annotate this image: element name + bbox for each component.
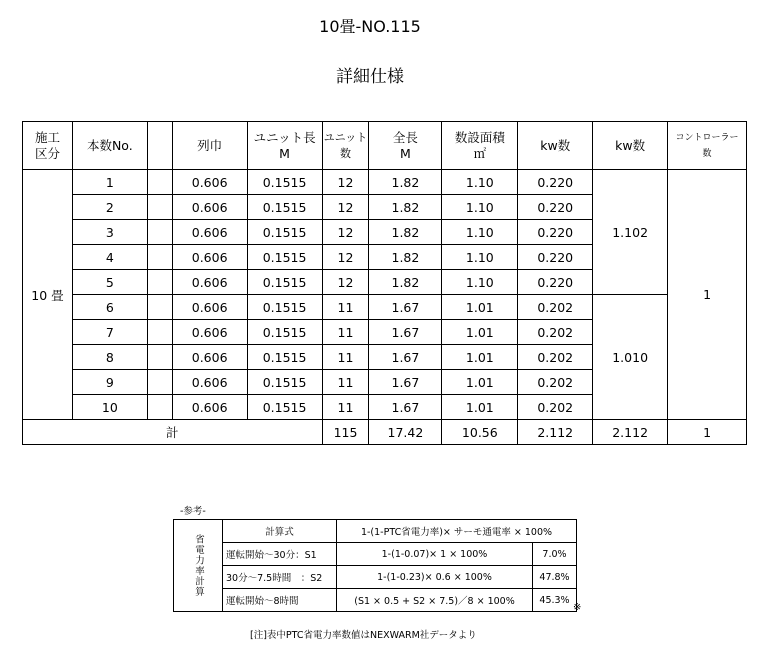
units-cell: 11: [322, 320, 369, 345]
width-cell: 0.606: [172, 370, 247, 395]
reference-row-value: 47.8%: [533, 566, 577, 589]
area-cell: 1.10: [442, 245, 518, 270]
reference-row-formula: 1-(1-0.23)× 0.6 × 100%: [337, 566, 533, 589]
table-header-row: [23, 122, 747, 170]
kw-cell: 0.202: [518, 395, 593, 420]
kw-cell: 0.220: [518, 270, 593, 295]
units-cell: 11: [322, 395, 369, 420]
reference-row-value: 45.3%: [533, 589, 577, 612]
reference-header-left: 計算式: [223, 520, 337, 543]
units-cell: 12: [322, 170, 369, 195]
kw-cell: 0.202: [518, 345, 593, 370]
units-cell: 12: [322, 270, 369, 295]
blank-cell: [147, 220, 172, 245]
controller-cell: 1: [668, 170, 747, 420]
area-cell: 1.10: [442, 170, 518, 195]
kw-cell: 0.220: [518, 220, 593, 245]
total-row: [23, 420, 747, 445]
kw-cell: 0.220: [518, 245, 593, 270]
row-no-cell: 6: [72, 295, 147, 320]
unit-length-cell: 0.1515: [247, 245, 322, 270]
header-cell: 本数No.: [72, 122, 147, 170]
area-cell: 1.10: [442, 270, 518, 295]
reference-header-right: 1-(1-PTC省電力率)× サーモ通電率 × 100%: [337, 520, 577, 543]
width-cell: 0.606: [172, 220, 247, 245]
reference-row-formula: 1-(1-0.07)× 1 × 100%: [337, 543, 533, 566]
header-cell: 施工 区分: [23, 122, 73, 170]
total-length-cell: 1.67: [369, 295, 442, 320]
header-cell: ユニット 数: [322, 122, 369, 170]
unit-length-cell: 0.1515: [247, 295, 322, 320]
reference-row-label: 30分～7.5時間 ：S2: [223, 566, 337, 589]
table-row: [23, 170, 747, 195]
total-label-cell: 計: [23, 420, 323, 445]
reference-row-formula: (S1 × 0.5 + S2 × 7.5)／8 × 100%: [337, 589, 533, 612]
area-cell: 1.10: [442, 220, 518, 245]
blank-cell: [147, 345, 172, 370]
width-cell: 0.606: [172, 295, 247, 320]
page-subtitle: 詳細仕様: [336, 67, 404, 87]
area-cell: 1.01: [442, 345, 518, 370]
total-length-cell: 1.67: [369, 345, 442, 370]
blank-cell: [147, 270, 172, 295]
total-length-cell: 1.82: [369, 195, 442, 220]
units-cell: 11: [322, 370, 369, 395]
unit-length-cell: 0.1515: [247, 220, 322, 245]
group-kw-cell: 1.010: [593, 295, 668, 420]
reference-table: [173, 519, 577, 612]
row-no-cell: 9: [72, 370, 147, 395]
row-no-cell: 3: [72, 220, 147, 245]
total-kw-cell: 2.112: [518, 420, 593, 445]
total-length-cell: 1.82: [369, 220, 442, 245]
total-length-cell: 1.67: [369, 395, 442, 420]
spec-table: [22, 121, 747, 445]
area-cell: 1.10: [442, 195, 518, 220]
units-cell: 11: [322, 345, 369, 370]
reference-note: [注]表中PTC省電力率数値はNEXWARM社データより: [250, 630, 477, 641]
total-kw-sum-cell: 2.112: [593, 420, 668, 445]
unit-length-cell: 0.1515: [247, 195, 322, 220]
width-cell: 0.606: [172, 395, 247, 420]
row-no-cell: 8: [72, 345, 147, 370]
header-cell: kw数: [518, 122, 593, 170]
total-length-cell: 1.67: [369, 370, 442, 395]
kw-cell: 0.220: [518, 195, 593, 220]
total-controllers-cell: 1: [668, 420, 747, 445]
row-no-cell: 2: [72, 195, 147, 220]
reference-mark: ※: [573, 602, 582, 613]
area-cell: 1.01: [442, 395, 518, 420]
kw-cell: 0.202: [518, 295, 593, 320]
total-length-cell: 1.67: [369, 320, 442, 345]
header-cell: 列巾: [172, 122, 247, 170]
blank-cell: [147, 395, 172, 420]
reference-side-label: 省電力率計算: [174, 520, 223, 612]
width-cell: 0.606: [172, 270, 247, 295]
total-length-cell: 1.82: [369, 170, 442, 195]
table-row: [23, 295, 747, 320]
total-length-cell: 17.42: [369, 420, 442, 445]
area-label-cell: 10 畳: [23, 170, 73, 420]
total-length-cell: 1.82: [369, 270, 442, 295]
reference-row-label: 運転開始～8時間: [223, 589, 337, 612]
reference-row-label: 運転開始～30分：S1: [223, 543, 337, 566]
row-no-cell: 10: [72, 395, 147, 420]
blank-cell: [147, 295, 172, 320]
row-no-cell: 5: [72, 270, 147, 295]
unit-length-cell: 0.1515: [247, 345, 322, 370]
area-cell: 1.01: [442, 320, 518, 345]
blank-cell: [147, 195, 172, 220]
header-cell: ユニット長 M: [247, 122, 322, 170]
width-cell: 0.606: [172, 245, 247, 270]
reference-row-value: 7.0%: [533, 543, 577, 566]
unit-length-cell: 0.1515: [247, 270, 322, 295]
unit-length-cell: 0.1515: [247, 320, 322, 345]
row-no-cell: 1: [72, 170, 147, 195]
header-cell: 数設面積 ㎡: [442, 122, 518, 170]
area-cell: 1.01: [442, 370, 518, 395]
row-no-cell: 7: [72, 320, 147, 345]
header-cell: コントローラー 数: [668, 122, 747, 170]
width-cell: 0.606: [172, 320, 247, 345]
blank-cell: [147, 245, 172, 270]
area-cell: 1.01: [442, 295, 518, 320]
kw-cell: 0.202: [518, 320, 593, 345]
header-cell: 全長 M: [369, 122, 442, 170]
units-cell: 12: [322, 220, 369, 245]
units-cell: 12: [322, 245, 369, 270]
header-cell: kw数: [593, 122, 668, 170]
reference-label: -参考-: [180, 506, 206, 517]
page-title: 10畳-NO.115: [319, 17, 421, 36]
kw-cell: 0.202: [518, 370, 593, 395]
total-area-cell: 10.56: [442, 420, 518, 445]
total-length-cell: 1.82: [369, 245, 442, 270]
blank-cell: [147, 320, 172, 345]
unit-length-cell: 0.1515: [247, 170, 322, 195]
row-no-cell: 4: [72, 245, 147, 270]
blank-cell: [147, 170, 172, 195]
group-kw-cell: 1.102: [593, 170, 668, 295]
blank-cell: [147, 370, 172, 395]
units-cell: 11: [322, 295, 369, 320]
header-cell: [147, 122, 172, 170]
width-cell: 0.606: [172, 195, 247, 220]
unit-length-cell: 0.1515: [247, 370, 322, 395]
kw-cell: 0.220: [518, 170, 593, 195]
units-cell: 12: [322, 195, 369, 220]
unit-length-cell: 0.1515: [247, 395, 322, 420]
total-units-cell: 115: [322, 420, 369, 445]
width-cell: 0.606: [172, 345, 247, 370]
width-cell: 0.606: [172, 170, 247, 195]
